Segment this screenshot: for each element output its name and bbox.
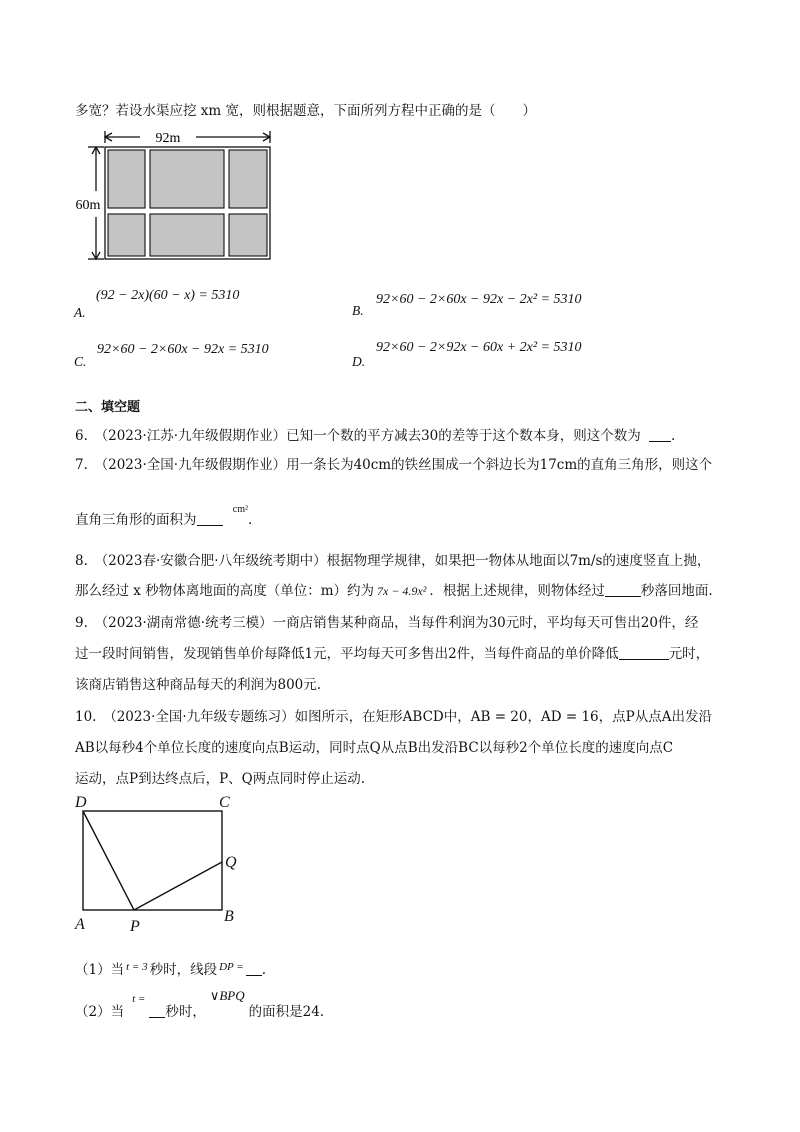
- q9-line1: 9. （2023·湖南常德·统考三模）一商店销售某种商品，当每件利润为30元时，平均每天可售出20件，经: [75, 615, 699, 631]
- answer-blank[interactable]: [197, 512, 223, 527]
- q9-line3: 该商店销售这种商品每天的利润为800元.: [75, 677, 322, 693]
- label-q: Q: [225, 854, 237, 871]
- t-equals: t =: [132, 993, 146, 1005]
- q8-line1: 8. （2023春·安徽合肥·八年级统考期中）根据物理学规律，如果把一物体从地面以7m/s的速度竖直上抛，: [75, 553, 711, 569]
- field-plot: [108, 150, 145, 208]
- dp-equals: DP =: [219, 961, 244, 973]
- q10-line1: 10. （2023·全国·九年级专题练习）如图所示，在矩形ABCD中，AB = 20，AD = 16，点P从点A出发沿: [75, 709, 712, 725]
- field-plot: [229, 150, 267, 208]
- q10-sub2: （2）当$^{t =}$秒时，∨BPQ的面积是24.: [75, 988, 325, 1020]
- answer-blank[interactable]: [149, 1004, 165, 1019]
- option-c-letter: C.: [74, 354, 87, 369]
- option-b-letter: B.: [352, 303, 364, 318]
- option-a-formula: (92 − 2x)(60 − x) = 5310: [96, 288, 240, 303]
- q8-formula: 7x − 4.9x²: [377, 584, 427, 598]
- label-a: A: [75, 916, 85, 933]
- label-b: B: [224, 908, 234, 925]
- field-plot: [150, 214, 224, 256]
- label-c: C: [219, 794, 230, 811]
- q10-sub1: （1）当 $^{t = 3}$ 秒时，线段 $^{DP =}$ .: [75, 961, 267, 978]
- option-b-formula: 92×60 − 2×60x − 92x − 2x² = 5310: [376, 292, 582, 307]
- field-height-label: 60m: [75, 198, 101, 213]
- answer-blank[interactable]: [649, 428, 671, 443]
- q7-line2: 直角三角形的面积为 $^{cm^2}$.: [75, 504, 253, 528]
- q5-stem: 多宽？若设水渠应挖 xm 宽，则根据题意，下面所列方程中正确的是（ ）: [75, 103, 536, 119]
- segment-pq: [134, 862, 222, 910]
- answer-blank[interactable]: [246, 962, 262, 977]
- q7-line1: 7. （2023·全国·九年级假期作业）用一条长为40cm的铁丝围成一个斜边长为17cm的直角三角形，则这个: [75, 457, 713, 473]
- q10-line3: 运动，点P到达终点后，P、Q两点同时停止运动.: [75, 771, 366, 787]
- option-d-letter: D.: [352, 354, 366, 369]
- q10-line2: AB以每秒4个单位长度的速度向点B运动，同时点Q从点B出发沿BC以每秒2个单位长度的速度向点C: [75, 740, 674, 756]
- answer-blank[interactable]: [605, 583, 641, 598]
- field-plot: [150, 150, 224, 208]
- unit-cm2: cm²: [232, 504, 249, 515]
- q9-line2: 过一段时间销售，发现销售单价每降低1元，平均每天可多售出2件，当每件商品的单价降低 元时，: [75, 646, 710, 662]
- segment-dp: [83, 811, 134, 910]
- field-plot: [229, 214, 267, 256]
- option-c-formula: 92×60 − 2×60x − 92x = 5310: [97, 342, 269, 357]
- rectangle-abcd: [83, 811, 222, 910]
- q6-text: 6. （2023·江苏·九年级假期作业）已知一个数的平方减去30的差等于这个数本身，则这个数为 .: [75, 428, 676, 444]
- label-d: D: [75, 794, 87, 811]
- label-p: P: [130, 918, 140, 935]
- answer-blank[interactable]: [619, 646, 669, 661]
- q5-field-figure: [68, 125, 288, 265]
- option-d-formula: 92×60 − 2×92x − 60x + 2x² = 5310: [376, 340, 582, 355]
- rectangle-abcd-figure: [70, 790, 250, 940]
- section-title: 二、填空题: [75, 400, 141, 415]
- field-plot: [108, 214, 145, 256]
- triangle-bpq: ∨BPQ: [209, 988, 245, 1003]
- q8-line2: 那么经过 x 秒物体离地面的高度（单位：m）约为 7x − 4.9x² ．根据上述规律，则物体经过 秒落回地面.: [75, 583, 713, 599]
- field-width-label: 92m: [155, 131, 181, 146]
- option-a-letter: A.: [74, 305, 86, 320]
- t-equals-3: t = 3: [126, 961, 148, 973]
